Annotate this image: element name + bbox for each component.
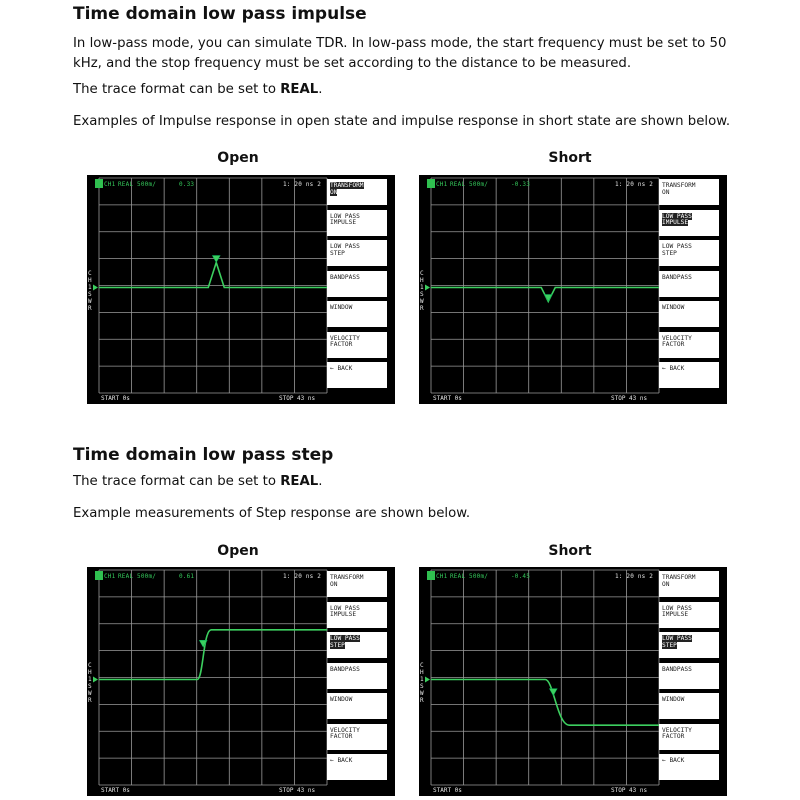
paragraph-lowpass-intro: In low-pass mode, you can simulate TDR. In low-pass mode, the start frequency must be set to 50 kHz, and the stop frequency must be set according to the distance to be measured. [73,36,727,71]
start-label: START 0s [433,787,462,794]
menu-item-label: ← BACK [330,365,353,372]
caption-impulse-short: Short [548,150,592,166]
trace-line [431,680,659,726]
menu-item[interactable] [659,332,719,358]
menu-item[interactable] [659,301,719,327]
paragraph-examples: Examples of Impulse response in open state and impulse response in short state are shown below. [73,114,731,129]
nanovna-screen-impulse-open [87,175,395,404]
menu-item[interactable] [659,754,719,780]
y-axis-label: CH1 SWR [88,270,92,312]
nanovna-screen-step-open [87,567,395,796]
paragraph-step-examples: Example measurements of Step response are shown below. [73,506,471,521]
trace-format: REAL 500m/ [450,573,489,580]
trace-value: 0.61 [179,573,195,580]
menu-item[interactable] [659,271,719,297]
softkey-menu [327,179,387,394]
start-label: START 0s [101,787,130,794]
grid [431,178,659,393]
caption-impulse-open: Open [217,150,259,166]
trace-line [99,630,327,680]
trace-format: REAL 500m/ [118,573,157,580]
menu-item-label: TRANSFORM ON [662,574,696,588]
section-heading-impulse: Time domain low pass impulse [73,4,367,24]
text-segment: . [318,82,323,97]
trace-value: 0.33 [179,181,195,188]
trace-value: -0.33 [511,181,531,188]
channel-indicator [427,571,435,580]
nanovna-screen-impulse-short [419,175,727,404]
menu-item[interactable] [327,332,387,358]
menu-item[interactable] [327,754,387,780]
trace-format: REAL 500m/ [118,181,157,188]
menu-item-label: TRANSFORM ON [330,574,364,588]
menu-item[interactable] [659,724,719,750]
menu-item[interactable] [327,724,387,750]
menu-item[interactable] [327,179,387,205]
start-label: START 0s [433,395,462,402]
menu-item[interactable] [659,571,719,597]
menu-item-label: LOW PASS IMPULSE [330,212,360,227]
text-segment: . [318,474,323,489]
menu-item-label: VELOCITY FACTOR [330,334,360,349]
menu-item-label: VELOCITY FACTOR [662,334,692,349]
text-segment: The trace format can be set to [73,82,281,97]
trace-line [99,263,327,288]
menu-item[interactable] [327,271,387,297]
menu-item[interactable] [659,663,719,689]
text-bold: REAL [280,82,319,97]
menu-item[interactable] [659,693,719,719]
caption-step-open: Open [217,543,259,559]
menu-item-label: WINDOW [330,696,353,703]
channel-indicator [427,179,435,188]
softkey-menu [659,571,719,786]
marker-readout: 1: 20 ns 2 [615,573,654,580]
channel-indicator [95,571,103,580]
channel-label: CH1 [104,573,116,580]
section-heading-step: Time domain low pass step [73,445,334,465]
menu-item-label: LOW PASS IMPULSE [662,604,692,619]
menu-item-label: LOW PASS IMPULSE [330,604,360,619]
softkey-menu [327,571,387,786]
caption-step-short: Short [548,543,592,559]
marker-readout: 1: 20 ns 2 [615,181,654,188]
marker-1 [549,689,557,696]
paragraph-trace-format-step [73,472,753,492]
menu-item[interactable] [327,210,387,236]
stop-label: STOP 43 ns [611,787,648,794]
menu-item-label: VELOCITY FACTOR [330,726,360,741]
menu-item-label: WINDOW [662,696,685,703]
menu-item[interactable] [659,240,719,266]
menu-item[interactable] [327,663,387,689]
menu-item-label: BANDPASS [330,273,360,281]
menu-item-label: TRANSFORM ON [330,182,364,196]
menu-item-label: LOW PASS STEP [662,635,692,649]
start-label: START 0s [101,395,130,402]
menu-item[interactable] [327,602,387,628]
menu-item-label: LOW PASS STEP [330,635,360,649]
menu-item[interactable] [327,362,387,388]
menu-item-label: BANDPASS [662,273,692,281]
channel-label: CH1 [436,573,448,580]
y-axis-label: CH1 SWR [420,270,424,312]
menu-item[interactable] [659,362,719,388]
y-axis-label: CH1 SWR [420,662,424,704]
menu-item-label: LOW PASS STEP [662,243,692,257]
marker-1 [544,295,552,302]
menu-item-label: ← BACK [662,757,685,764]
text-bold: REAL [280,474,319,489]
menu-item[interactable] [327,632,387,658]
grid [99,570,327,785]
channel-label: CH1 [436,181,448,188]
channel-label: CH1 [104,181,116,188]
menu-item-label: VELOCITY FACTOR [662,726,692,741]
menu-item-label: WINDOW [330,304,353,311]
menu-item-label: ← BACK [662,365,685,372]
paragraph-trace-format [73,80,753,100]
menu-item[interactable] [659,179,719,205]
menu-item-label: BANDPASS [330,665,360,673]
menu-item[interactable] [327,693,387,719]
grid [431,570,659,785]
menu-item[interactable] [327,571,387,597]
menu-item-label: LOW PASS STEP [330,243,360,257]
softkey-menu [659,179,719,394]
nanovna-screen-step-short [419,567,727,796]
menu-item[interactable] [659,632,719,658]
marker-readout: 1: 20 ns 2 [283,181,322,188]
menu-item[interactable] [327,301,387,327]
menu-item[interactable] [327,240,387,266]
menu-item-label: WINDOW [662,304,685,311]
trace-format: REAL 500m/ [450,181,489,188]
menu-item-label: ← BACK [330,757,353,764]
marker-readout: 1: 20 ns 2 [283,573,322,580]
menu-item-label: TRANSFORM ON [662,182,696,196]
grid [99,178,327,393]
y-axis-label: CH1 SWR [88,662,92,704]
stop-label: STOP 43 ns [611,395,648,402]
channel-indicator [95,179,103,188]
menu-item-label: BANDPASS [662,665,692,673]
text-segment: The trace format can be set to [73,474,281,489]
menu-item[interactable] [659,210,719,236]
trace-value: -0.45 [511,573,531,580]
menu-item[interactable] [659,602,719,628]
stop-label: STOP 43 ns [279,787,316,794]
menu-item-label: LOW PASS IMPULSE [662,212,692,227]
stop-label: STOP 43 ns [279,395,316,402]
